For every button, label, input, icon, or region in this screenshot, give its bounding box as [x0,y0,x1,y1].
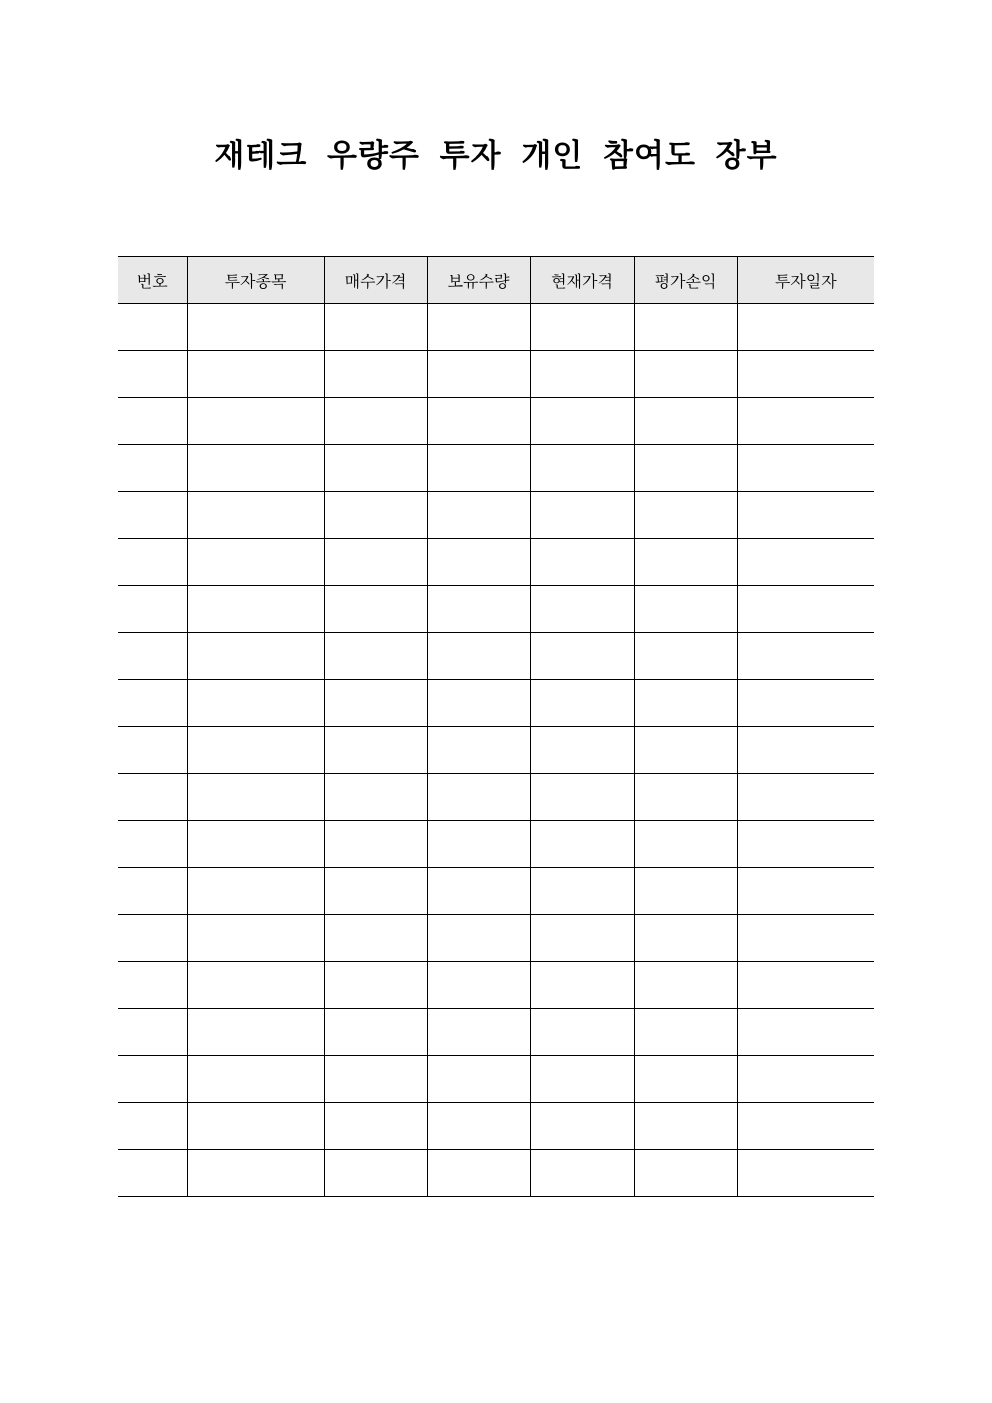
invest-date-cell [737,633,874,680]
buy-price-cell [324,398,427,445]
number-cell [118,915,187,962]
buy-price-cell [324,351,427,398]
invest-date-cell [737,962,874,1009]
number-cell [118,445,187,492]
current-price-cell [530,727,634,774]
number-cell [118,727,187,774]
number-cell [118,1009,187,1056]
stock-cell [187,633,324,680]
buy-price-cell [324,445,427,492]
header-buy-price: 매수가격 [324,257,427,304]
current-price-cell [530,774,634,821]
quantity-cell [427,962,530,1009]
quantity-cell [427,492,530,539]
profit-loss-cell [634,539,737,586]
current-price-cell [530,351,634,398]
invest-date-cell [737,1150,874,1197]
quantity-cell [427,586,530,633]
current-price-cell [530,962,634,1009]
number-cell [118,962,187,1009]
profit-loss-cell [634,633,737,680]
stock-cell [187,1056,324,1103]
current-price-cell [530,1103,634,1150]
document-title: 재테크 우량주 투자 개인 참여도 장부 [214,138,778,174]
current-price-cell [530,398,634,445]
stock-cell [187,445,324,492]
number-cell [118,304,187,351]
number-cell [118,1103,187,1150]
profit-loss-cell [634,492,737,539]
stock-cell [187,351,324,398]
table-header-row [118,257,874,304]
profit-loss-cell [634,398,737,445]
invest-date-cell [737,492,874,539]
profit-loss-cell [634,680,737,727]
buy-price-cell [324,821,427,868]
current-price-cell [530,445,634,492]
invest-date-cell [737,821,874,868]
investment-ledger-table [118,256,874,1197]
buy-price-cell [324,304,427,351]
quantity-cell [427,1103,530,1150]
quantity-cell [427,1009,530,1056]
buy-price-cell [324,492,427,539]
quantity-cell [427,727,530,774]
buy-price-cell [324,633,427,680]
profit-loss-cell [634,1150,737,1197]
profit-loss-cell [634,1103,737,1150]
quantity-cell [427,915,530,962]
current-price-cell [530,868,634,915]
quantity-cell [427,304,530,351]
profit-loss-cell [634,962,737,1009]
buy-price-cell [324,868,427,915]
header-quantity: 보유수량 [427,257,530,304]
buy-price-cell [324,680,427,727]
table-row [118,774,874,821]
buy-price-cell [324,586,427,633]
number-cell [118,633,187,680]
table-row [118,1056,874,1103]
profit-loss-cell [634,586,737,633]
number-cell [118,868,187,915]
invest-date-cell [737,727,874,774]
buy-price-cell [324,1150,427,1197]
stock-cell [187,915,324,962]
invest-date-cell [737,398,874,445]
invest-date-cell [737,680,874,727]
stock-cell [187,680,324,727]
quantity-cell [427,539,530,586]
number-cell [118,398,187,445]
profit-loss-cell [634,1009,737,1056]
number-cell [118,586,187,633]
invest-date-cell [737,774,874,821]
stock-cell [187,539,324,586]
table-row [118,1103,874,1150]
quantity-cell [427,633,530,680]
stock-cell [187,304,324,351]
invest-date-cell [737,586,874,633]
table-row [118,586,874,633]
current-price-cell [530,304,634,351]
profit-loss-cell [634,774,737,821]
current-price-cell [530,492,634,539]
stock-cell [187,1009,324,1056]
buy-price-cell [324,774,427,821]
stock-cell [187,398,324,445]
header-current-price: 현재가격 [530,257,634,304]
table-row [118,492,874,539]
current-price-cell [530,915,634,962]
invest-date-cell [737,1009,874,1056]
stock-cell [187,821,324,868]
number-cell [118,821,187,868]
quantity-cell [427,1150,530,1197]
current-price-cell [530,586,634,633]
current-price-cell [530,1056,634,1103]
table-row [118,398,874,445]
stock-cell [187,586,324,633]
stock-cell [187,962,324,1009]
invest-date-cell [737,1103,874,1150]
invest-date-cell [737,445,874,492]
invest-date-cell [737,304,874,351]
invest-date-cell [737,1056,874,1103]
table-row [118,351,874,398]
table-row [118,868,874,915]
quantity-cell [427,445,530,492]
quantity-cell [427,774,530,821]
buy-price-cell [324,1056,427,1103]
buy-price-cell [324,915,427,962]
table-row [118,915,874,962]
number-cell [118,1150,187,1197]
current-price-cell [530,1009,634,1056]
table-row [118,727,874,774]
number-cell [118,774,187,821]
number-cell [118,1056,187,1103]
stock-cell [187,1150,324,1197]
profit-loss-cell [634,304,737,351]
quantity-cell [427,1056,530,1103]
stock-cell [187,1103,324,1150]
profit-loss-cell [634,868,737,915]
number-cell [118,680,187,727]
header-profit-loss: 평가손익 [634,257,737,304]
quantity-cell [427,821,530,868]
current-price-cell [530,1150,634,1197]
invest-date-cell [737,539,874,586]
table-row [118,821,874,868]
table-row [118,1150,874,1197]
header-stock: 투자종목 [187,257,324,304]
table-body [118,304,874,1197]
current-price-cell [530,821,634,868]
current-price-cell [530,539,634,586]
profit-loss-cell [634,445,737,492]
table-row [118,304,874,351]
profit-loss-cell [634,727,737,774]
quantity-cell [427,868,530,915]
header-number: 번호 [118,257,187,304]
profit-loss-cell [634,351,737,398]
table-row [118,680,874,727]
profit-loss-cell [634,821,737,868]
stock-cell [187,492,324,539]
quantity-cell [427,680,530,727]
buy-price-cell [324,1009,427,1056]
profit-loss-cell [634,1056,737,1103]
buy-price-cell [324,539,427,586]
current-price-cell [530,633,634,680]
profit-loss-cell [634,915,737,962]
quantity-cell [427,398,530,445]
invest-date-cell [737,351,874,398]
number-cell [118,492,187,539]
table-row [118,962,874,1009]
quantity-cell [427,351,530,398]
current-price-cell [530,680,634,727]
stock-cell [187,727,324,774]
number-cell [118,539,187,586]
header-invest-date: 투자일자 [737,257,874,304]
buy-price-cell [324,727,427,774]
table-row [118,1009,874,1056]
buy-price-cell [324,1103,427,1150]
table-row [118,445,874,492]
number-cell [118,351,187,398]
invest-date-cell [737,868,874,915]
stock-cell [187,868,324,915]
invest-date-cell [737,915,874,962]
table-row [118,633,874,680]
table-row [118,539,874,586]
stock-cell [187,774,324,821]
buy-price-cell [324,962,427,1009]
